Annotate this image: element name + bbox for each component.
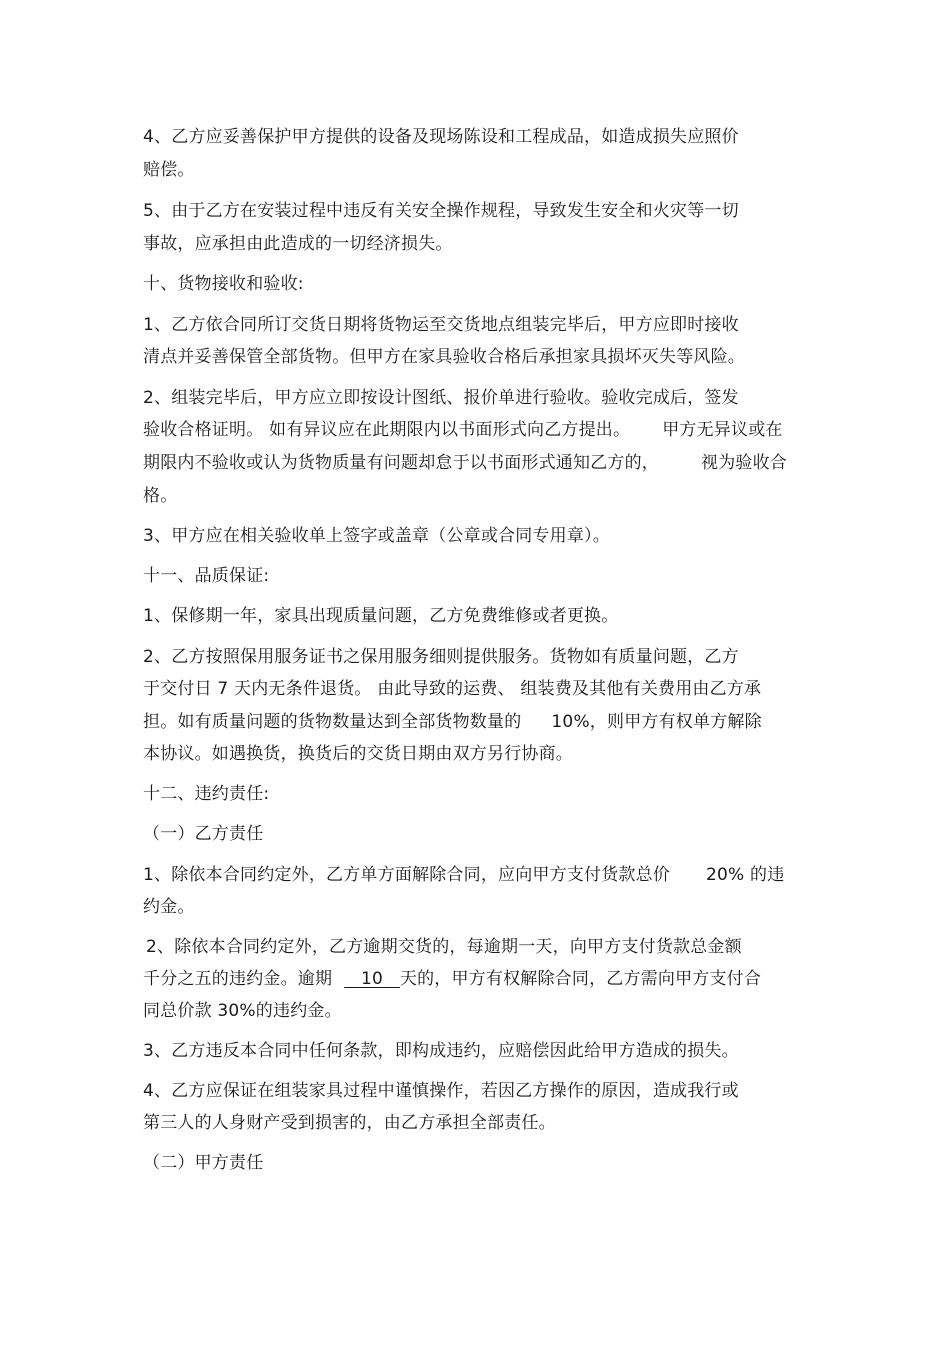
clause-10-2-line-3-part-1: 期限内不验收或认为货物质量有问题却怠于以书面形式通知乙方的， xyxy=(143,453,659,473)
clause-12-1-1-line-1-part-1: 1、除依本合同约定外，乙方单方面解除合同，应向甲方支付货款总价 xyxy=(143,865,671,885)
clause-12-1-2-line-2-part-1: 千分之五的违约金。逾期 xyxy=(143,969,333,989)
clause-10-1-line-1: 1、乙方依合同所订交货日期将货物运至交货地点组装完毕后，甲方应即时接收 xyxy=(143,315,739,335)
clause-12-1-2-line-2-part-3: 天的，甲方有权解除合同，乙方需向甲方支付合 xyxy=(399,969,762,989)
clause-12-1-1-line-1-part-2: 20% 的违 xyxy=(706,865,785,885)
clause-10-3: 3、甲方应在相关验收单上签字或盖章（公章或合同专用章）。 xyxy=(143,526,610,546)
clause-10-2-line-1: 2、组装完毕后，甲方应立即按设计图纸、报价单进行验收。验收完成后，签发 xyxy=(143,388,739,408)
clause-10-2-line-3 xyxy=(143,451,787,475)
clause-10-2-line-2 xyxy=(143,418,783,442)
section-11-heading: 十一、品质保证: xyxy=(143,566,270,586)
clause-11-2-line-4: 本协议。如遇换货，换货后的交货日期由双方另行协商。 xyxy=(143,744,573,764)
clause-11-2-line-3-part-1: 担。如有质量问题的货物数量达到全部货物数量的 xyxy=(143,712,522,732)
clause-12-1-1-line-1 xyxy=(143,863,784,887)
overdue-days-value: 10 xyxy=(361,969,384,989)
overdue-days-blank xyxy=(344,969,400,989)
subsection-party-a-heading: （二）甲方责任 xyxy=(143,1153,264,1173)
clause-12-1-3: 3、乙方违反本合同中任何条款，即构成违约，应赔偿因此给甲方造成的损失。 xyxy=(143,1041,739,1061)
clause-9-4-line-2: 赔偿。 xyxy=(143,160,195,180)
clause-12-1-2-line-2 xyxy=(143,967,761,991)
clause-11-2-line-2: 于交付日 7 天内无条件退货。 由此导致的运费、 组装费及其他有关费用由乙方承 xyxy=(143,679,762,699)
clause-12-1-4-line-2: 第三人的人身财产受到损害的，由乙方承担全部责任。 xyxy=(143,1113,556,1133)
clause-9-5-line-2: 事故，应承担由此造成的一切经济损失。 xyxy=(143,234,453,254)
subsection-party-b-heading: （一）乙方责任 xyxy=(143,824,264,844)
clause-10-2-line-3-part-2: 视为验收合 xyxy=(701,453,787,473)
clause-10-2-line-2-part-1: 验收合格证明。 如有异议应在此期限内以书面形式向乙方提出。 xyxy=(143,420,631,440)
clause-11-2-line-3 xyxy=(143,710,762,734)
clause-12-1-1-line-2: 约金。 xyxy=(143,897,195,917)
clause-10-2-line-2-part-2: 甲方无异议或在 xyxy=(662,420,783,440)
clause-10-2-line-4: 格。 xyxy=(143,486,178,506)
clause-11-1: 1、保修期一年，家具出现质量问题，乙方免费维修或者更换。 xyxy=(143,606,619,626)
clause-9-4-line-1: 4、乙方应妥善保护甲方提供的设备及现场陈设和工程成品，如造成损失应照价 xyxy=(143,127,739,147)
section-12-heading: 十二、违约责任: xyxy=(143,784,270,804)
clause-12-1-2-line-3: 同总价款 30%的违约金。 xyxy=(143,1001,342,1021)
clause-12-1-4-line-1: 4、乙方应保证在组装家具过程中谨慎操作，若因乙方操作的原因，造成我行或 xyxy=(143,1081,739,1101)
clause-12-1-2-line-1: 2、除依本合同约定外，乙方逾期交货的，每逾期一天，向甲方支付货款总金额 xyxy=(146,937,742,957)
clause-9-5-line-1: 5、由于乙方在安装过程中违反有关安全操作规程，导致发生安全和火灾等一切 xyxy=(143,201,739,221)
clause-11-2-line-3-part-2: 10%，则甲方有权单方解除 xyxy=(551,712,762,732)
clause-11-2-line-1: 2、乙方按照保用服务证书之保用服务细则提供服务。货物如有质量问题，乙方 xyxy=(143,647,739,667)
clause-10-1-line-2: 清点并妥善保管全部货物。但甲方在家具验收合格后承担家具损坏灭失等风险。 xyxy=(143,347,745,367)
section-10-heading: 十、货物接收和验收: xyxy=(143,274,304,294)
